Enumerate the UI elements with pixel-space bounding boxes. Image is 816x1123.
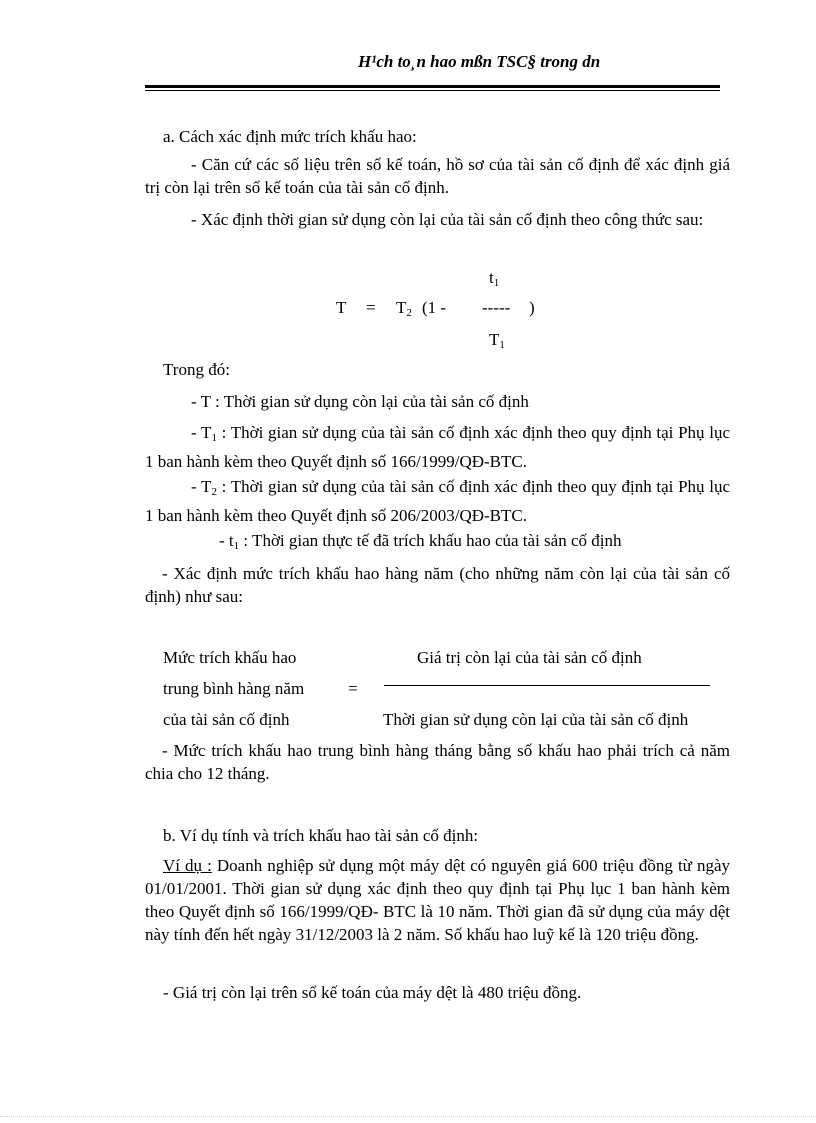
header-rule-thick	[145, 85, 720, 88]
annual-equals: =	[348, 679, 358, 698]
example-paragraph: Ví dụ : Doanh nghiệp sử dụng một máy dệt có nguyên giá 600 triệu đồng từ ngày 01/01/2001. Thời gian sử dụng xác định theo quy định tại Phụ lục 1 ban hành kèm theo Quyết định số 166/1999/QĐ- BTC là 10 năm. Thời gian đã sử dụng của máy dệt này tính đến hết ngày 31/12/2003 là 2 năm. Số khấu hao luỹ kế là 120 triệu đồng.	[145, 856, 730, 944]
formula-equals: =	[366, 298, 376, 317]
formula-dashes: -----	[482, 298, 511, 317]
annual-lhs-line-1: Mức trích khấu hao	[163, 648, 297, 667]
page-bottom-border	[0, 1116, 816, 1117]
monthly-paragraph: - Mức trích khấu hao trung bình hàng tháng bằng số khấu hao phải trích cả năm chia cho 12 tháng.	[145, 741, 730, 783]
formula-denominator: $T_1$	[489, 330, 505, 351]
annual-lhs-line-3: của tài sản cố định	[163, 710, 290, 729]
section-a-heading: a. Cách xác định mức trích khấu hao:	[163, 127, 417, 146]
annual-denominator: Thời gian sử dụng còn lại của tài sản cố định	[383, 710, 689, 729]
page-header-title: H¹ch to¸n hao mßn TSC§ trong dn	[358, 52, 601, 71]
definition-t1-lower: - $t_1$ : Thời gian thực tế đã trích khấu hao của tài sản cố định	[219, 531, 622, 552]
definition-t2: - $T_2$ : Thời gian sử dụng của tài sản cố định xác định theo quy định tại Phụ lục 1 ban hành kèm theo Quyết định số 206/2003/QĐ-BTC.	[145, 477, 730, 525]
annual-numerator: Giá trị còn lại của tài sản cố định	[417, 648, 642, 667]
formula-numerator: $t_1$	[489, 268, 500, 289]
fraction-line	[384, 685, 710, 686]
formula-lhs: T	[336, 298, 347, 317]
definition-t: - T : Thời gian sử dụng còn lại của tài sản cố định	[191, 392, 529, 411]
formula-open: (1 -	[422, 298, 447, 317]
remaining-value-line: - Giá trị còn lại trên sổ kế toán của máy dệt là 480 triệu đồng.	[163, 983, 582, 1002]
section-b-heading: b. Ví dụ tính và trích khấu hao tài sản cố định:	[163, 826, 479, 845]
annual-intro: - Xác định mức trích khấu hao hàng năm (cho những năm còn lại của tài sản cố định) như sau:	[145, 564, 730, 606]
definition-t1: - $T_1$ : Thời gian sử dụng của tài sản cố định xác định theo quy định tại Phụ lục 1 ban hành kèm theo Quyết định số 166/1999/QĐ-BTC.	[145, 423, 730, 471]
where-label: Trong đó:	[163, 360, 230, 379]
section-a-paragraph-2: - Xác định thời gian sử dụng còn lại của tài sản cố định theo công thức sau:	[191, 210, 704, 229]
formula-close: )	[529, 298, 535, 317]
example-label: Ví dụ :	[163, 856, 212, 875]
section-a-paragraph-1: - Căn cứ các số liệu trên sổ kế toán, hồ sơ của tài sản cố định để xác định giá trị còn lại trên sổ kế toán của tài sản cố định.	[145, 155, 730, 197]
formula-t2: $T_2$	[396, 298, 412, 319]
header-rule-thin	[145, 90, 720, 91]
annual-lhs-line-2: trung bình hàng năm	[163, 679, 305, 698]
